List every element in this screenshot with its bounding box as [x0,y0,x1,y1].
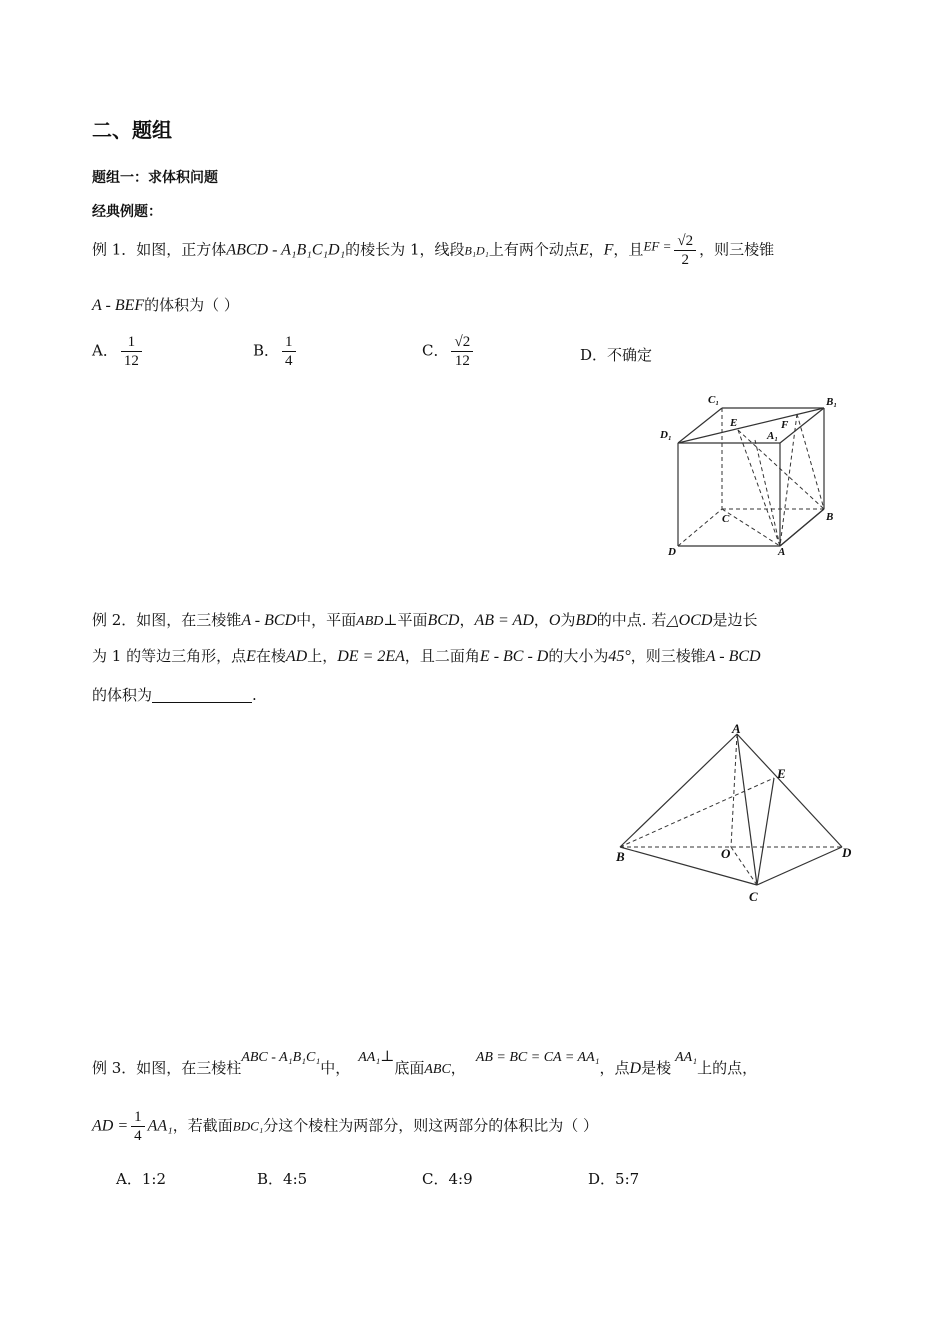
frac-den: 2 [681,252,689,268]
ex1-text: ，则三棱锥 [699,240,775,259]
ex3-line2 [92,1108,598,1145]
ex3-text: ，若截面 [172,1116,233,1135]
ex2-line2 [92,645,761,668]
ex2-text: 为 1 的等边三角形，点 [92,647,247,665]
frac-num: 1 [131,1108,145,1127]
ex2-text: . [252,686,257,704]
ex3-text: 底面 [394,1059,425,1077]
label-e: E [730,417,738,429]
section-title: 二、题组 [92,118,172,142]
ex2-text: ，且二面角 [404,647,480,665]
ex1-e: E [578,241,589,259]
ex2-abd: ABD [356,614,384,629]
frac-num: √2 [674,232,696,251]
ex2-tri: △OCD [666,612,713,629]
ex3-option-c[interactable] [422,1168,473,1190]
ex1-option-a[interactable] [92,333,145,370]
ex3-option-a[interactable] [116,1168,166,1190]
ex1-f: F [603,241,614,259]
ex2-bcd: BCD [427,612,460,629]
option-text: 4:5 [283,1170,308,1188]
ex2-line1 [92,609,757,633]
ex2-text: 的中点. 若 [596,611,667,629]
label-d: D [668,546,676,558]
ex3-text: 中， [320,1059,351,1077]
ex1-b1d1: B₁D₁ [464,243,489,258]
frac-den: 4 [285,353,293,369]
ex3-ad: AD = [92,1117,129,1135]
ex2-text: ⊥平面 [383,611,428,629]
ex1-cube: ABCD [226,241,269,259]
option-label: A． [92,341,118,360]
option-label: A． [116,1170,142,1188]
label-d: D [842,845,852,860]
ex3-text: 是棱 [641,1059,672,1077]
ex3-text: ， [450,1059,466,1077]
label-d1: D₁ [660,429,672,441]
ex1-text: 的体积为（ ） [144,296,239,314]
ex3-option-b[interactable] [257,1168,307,1190]
ex3-text: ，点 [599,1059,630,1077]
option-text: 5:7 [615,1170,640,1188]
label-a: A [778,546,786,558]
ex1-line1 [92,232,774,269]
ex1-ef: EF = [643,238,672,254]
option-label: B． [257,1170,284,1188]
ex2-text: ， [459,611,475,629]
option-text: 1:2 [141,1170,166,1188]
ex1-option-c[interactable] [422,333,476,370]
ex3-text: 分这个棱柱为两部分，则这两部分的体积比为（ ） [263,1116,599,1135]
frac-num: √2 [451,333,473,352]
ex2-ebcd: E - BC - D [479,648,549,665]
option-label: C． [422,341,449,360]
ex2-text: 的大小为 [548,647,609,665]
ex3-aa1c: AA₁ [147,1117,173,1135]
ex1-text: ， [588,240,604,259]
ex1-text: 例 1．如图，正方体 [92,240,227,259]
ex3-fraction [131,1108,145,1145]
label-a: A [732,721,741,736]
ex3-prism: ABC - A₁B₁C₁ [241,1050,321,1065]
ex3-abc: ABC [424,1062,451,1077]
frac-num: 1 [121,333,142,352]
frac-num: 1 [282,333,296,352]
ex2-text: 例 2．如图，在三棱锥 [92,611,242,629]
ex1-fraction [674,232,696,269]
ex1-dash: - [272,241,278,259]
ex2-de: DE = 2EA [337,648,405,665]
label-c: C [722,513,730,525]
ex3-aa1: AA₁ [358,1050,381,1065]
ex1-text: 上有两个动点 [488,240,579,259]
ex2-ad: AD [285,648,308,665]
ex3-d: D [629,1060,642,1077]
frac-den: 4 [134,1128,142,1144]
ex3-bdc1: BDC₁ [232,1118,264,1134]
option-text: 4:9 [448,1170,473,1188]
frac-den: 12 [454,353,470,369]
option-label: B． [253,341,280,360]
ex2-line3 [92,684,257,706]
option-label: C． [422,1170,449,1188]
ex1-line2 [92,294,239,317]
ex2-text: 中，平面 [296,611,357,629]
cube-figure [650,388,850,560]
ex2-deg: 45° [608,648,631,665]
ex2-abcd2: A - BCD [705,648,761,665]
label-b1: B₁ [826,396,838,408]
ex1-option-b[interactable] [253,333,299,370]
ex1-abef: A - BEF [92,297,145,314]
label-e: E [777,766,786,781]
ex2-o: O [548,612,561,629]
label-b: B [616,849,625,864]
ex2-text: ， [533,611,549,629]
ex3-text: 例 3．如图，在三棱柱 [92,1059,242,1077]
group-title: 题组一：求体积问题 [92,170,218,186]
label-a1: A₁ [767,430,779,442]
option-fraction [282,333,296,370]
ex2-text: 在棱 [255,647,286,665]
tetrahedron-figure [610,720,860,910]
ex3-aa1b: AA₁ [675,1050,698,1065]
ex3-eq: AB = BC = CA = AA₁ [475,1050,600,1065]
ex3-option-d[interactable] [588,1168,639,1190]
classic-label: 经典例题： [92,204,162,220]
label-c: C [749,889,758,904]
ex3-line1 [92,1045,757,1081]
ex1-option-d[interactable] [580,344,652,366]
answer-blank[interactable] [152,686,252,703]
option-label: D． [580,346,608,364]
label-c1: C₁ [708,394,720,406]
ex2-text: ，则三棱锥 [630,647,706,665]
option-text: 不确定 [607,346,653,364]
ex2-e: E [246,648,256,665]
ex1-a1b1c1d1: A₁B₁C₁D₁ [281,241,346,259]
frac-den: 12 [123,353,139,369]
ex2-text: 上， [307,647,338,665]
ex2-text: 为 [560,611,576,629]
ex1-text: ，且 [613,240,644,259]
option-fraction [121,333,142,370]
option-fraction [451,333,473,370]
ex1-text: 的棱长为 1，线段 [345,240,465,259]
label-f: F [781,419,789,431]
ex2-abad: AB = AD [474,612,534,629]
label-o: O [721,846,731,861]
ex2-bd: BD [575,612,597,629]
ex2-abcd: A - BCD [241,612,297,629]
label-b: B [826,511,834,523]
ex2-text: 的体积为 [92,686,153,704]
ex3-perp: ⊥ [380,1047,395,1065]
ex3-text: 上的点， [697,1059,758,1077]
ex2-text: 是边长 [712,611,758,629]
option-label: D． [588,1170,616,1188]
